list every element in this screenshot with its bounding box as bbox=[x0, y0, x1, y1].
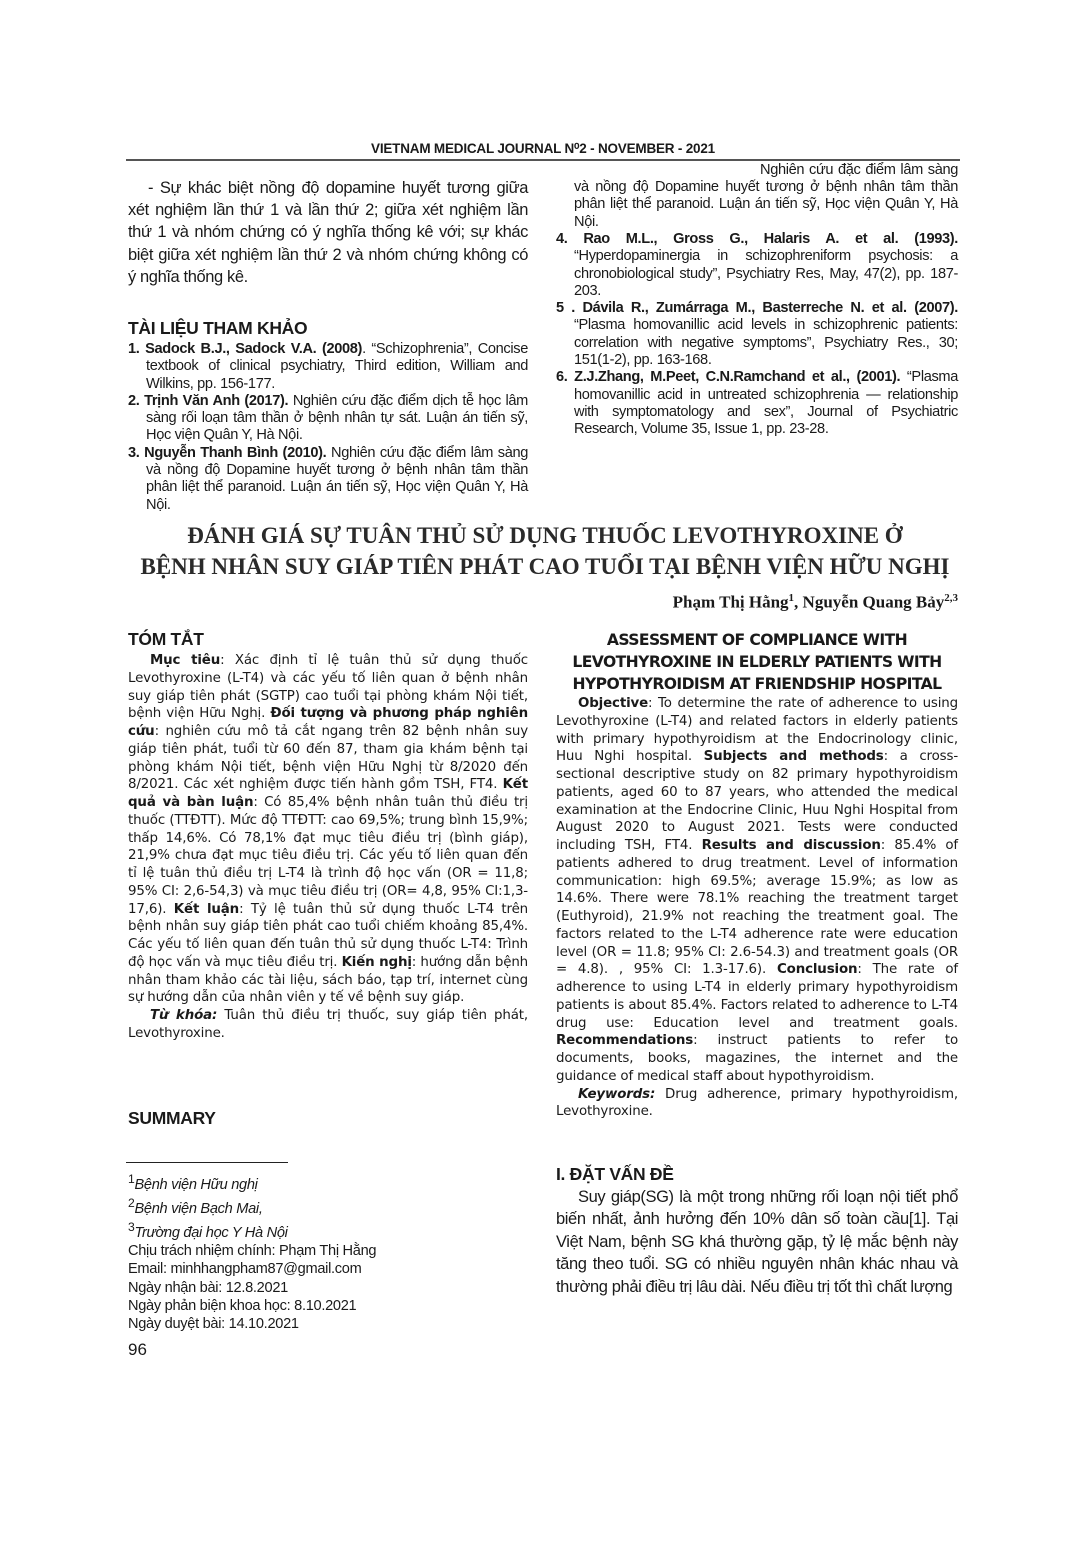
author-name: Phạm Thị Hằng bbox=[672, 592, 789, 612]
reference-text: Nghiên cứu đặc điểm dịch tễ học lâm sàng rối loạn tâm thần ở bệnh nhân tự sát. Luận án tiến sỹ, Học viện Quân Y, Hà Nội. bbox=[146, 392, 528, 444]
references-heading: TÀI LIỆU THAM KHẢO bbox=[128, 318, 308, 338]
reference-text: Nghiên cứu đặc điểm lâm sàng và nồng độ Dopamine huyết tương ở bệnh nhân tâm thần phân liệt thể paranoid. Luận án tiến sỹ, Học viện Quân Y, Hà Nội. bbox=[146, 444, 528, 513]
reference-item bbox=[128, 393, 528, 445]
section-body: Suy giáp(SG) là một trong những rối loạn nội tiết phổ biến nhất, ảnh hưởng đến 10% dân số toàn cầu[1]. Tại Việt Nam, bệnh SG khá thường gặp, tỷ lệ mắc bệnh này tăng theo tuổi. SG có nhiều nguyên nhân khác nhau và thường phải điều trị lâu dài. Nếu điều trị tốt thì chất lượng bbox=[556, 1188, 958, 1296]
reference-continuation bbox=[556, 161, 958, 231]
reference-authors: 5 . Dávila R., Zumárraga M., Basterreche N. et al. (2007). bbox=[556, 300, 958, 317]
page-number: 96 bbox=[128, 1340, 147, 1359]
reference-authors: 4. Rao M.L., Gross G., Halaris A. et al. (1993). bbox=[556, 231, 958, 247]
previous-article-conclusion: - Sự khác biệt nồng độ dopamine huyết tương giữa xét nghiệm lần thứ 1 và lần thứ 2; giữa xét nghiệm lần thứ 1 và nhóm chứng có ý nghĩa thống kê với; sự khác biệt giữa xét nghiệm lần thứ 2 và nhóm chứng không có ý nghĩa thống kê. bbox=[128, 179, 528, 286]
text: : Có 85,4% bệnh nhân tuân thủ điều trị thuốc (TTĐTT). Mức độ TTĐTT: cao 69,5%; trung bình 15,9%; thấp 14,6%. Có 78,1% đạt mục tiêu điều trị (bình giáp), 21,9% chưa đạt mục tiêu điều trị. Các yếu tố liên quan đến tỉ lệ tuân thủ điều trị L-T4 là trình độ học vấn (OR = 11,8; 95% CI: 2,6-54,3) và mục tiêu điều trị (OR= 4,8, 95% CI:1,3-17,6). bbox=[128, 795, 528, 917]
references-left bbox=[128, 341, 528, 513]
reference-authors: 6. Z.J.Zhang, M.Peet, C.N.Ramchand et al., (2001). bbox=[556, 369, 901, 386]
text: : Tỷ lệ tuân thủ sử dụng thuốc L-T4 trên bệnh nhân suy giáp tiên phát cao tuổi chiếm khoảng 85,4%. Các yếu tố liên quan đến tuân thủ sử dụng thuốc L-T4: Trình độ học vấn và mục tiêu điều trị. bbox=[128, 901, 528, 970]
affiliation bbox=[128, 1218, 528, 1242]
received-date: Ngày nhận bài: 12.8.2021 bbox=[128, 1279, 288, 1296]
text: : a cross-sectional descriptive study on 82 primary hypothyroidism patients, aged 60 to 87 years, who attended the medical examination at the Endocrine Clinic, Huu Nghi Hospital from August 2020 to August 2021. Tests were conducted including TSH, FT4. bbox=[556, 749, 958, 853]
references-right bbox=[556, 161, 958, 439]
en-keywords bbox=[556, 1086, 958, 1122]
author-name: Nguyễn Quang Bảy bbox=[802, 592, 945, 612]
label: Recommendations bbox=[556, 1033, 694, 1049]
keywords-text: Tuân thủ điều trị thuốc, suy giáp tiên phát, Levothyroxine. bbox=[128, 1008, 528, 1041]
footnote-rule bbox=[126, 1162, 288, 1163]
footnotes bbox=[128, 1170, 528, 1333]
label: Mục tiêu bbox=[150, 653, 221, 668]
text: : Xác định tỉ lệ tuân thủ sử dụng thuốc Levothyroxine (L-T4) và các yếu tố liên quan ở bệnh nhân suy giáp tiên phát (SGTP) cao tuổi tại phòng khám Nội tiết, bệnh viện Hữu Nghị. bbox=[128, 653, 528, 722]
en-abstract bbox=[556, 695, 958, 1121]
review-date: Ngày phản biện khoa học: 8.10.2021 bbox=[128, 1297, 357, 1314]
reference-text: Nghiên cứu đặc điểm lâm sàng và nồng độ Dopamine huyết tương ở bệnh nhân tâm thần phân liệt thể paranoid. Luận án tiến sỹ, Học viện Quân Y, Hà Nội. bbox=[574, 161, 958, 230]
reference-item bbox=[556, 369, 958, 438]
vi-abstract bbox=[128, 652, 528, 1043]
reference-authors: 3. Nguyễn Thanh Bình (2010). bbox=[128, 444, 327, 461]
label: Results and discussion bbox=[701, 838, 881, 853]
reference-text: “Hyperdopaminergia in schizophreniform psychosis: a chronobiological study”, Psychiatry Res, May, 47(2), pp. 187-203. bbox=[574, 248, 958, 299]
article-title bbox=[100, 520, 990, 582]
label: Subjects and methods bbox=[703, 749, 884, 765]
corresponding-author: Chịu trách nhiệm chính: Phạm Thị Hằng bbox=[128, 1243, 377, 1260]
affiliation-mark: 2 bbox=[128, 1196, 135, 1211]
text: : 85.4% of patients adhered to drug treatment. Level of information communication: high 69.5%; average 15.9%; as low as 14.6%. There were 78.1% reaching the treatment target (Euthyroid), 21.9% not reaching the treatment goal. The factors related to the L-T4 adherence rate were education level (OR = 11.8; 95% CI: 2.6-54.3) and treatment goals (OR = 4.8). , 95% CI: 1.3-17.6). bbox=[556, 838, 958, 978]
accepted-date: Ngày duyệt bài: 14.10.2021 bbox=[128, 1316, 299, 1332]
keywords-label: Keywords: bbox=[578, 1086, 656, 1102]
affiliation-mark: 3 bbox=[128, 1220, 135, 1235]
reference-text: . “Schizophrenia”, Concise textbook of clinical psychiatry, Third edition, William and Wilkins, pp. 156-177. bbox=[146, 341, 528, 392]
label: Kết quả và bàn luận bbox=[128, 777, 528, 810]
keywords-label: Từ khóa: bbox=[150, 1008, 218, 1023]
summary-heading: SUMMARY bbox=[128, 1108, 216, 1128]
english-title: ASSESSMENT OF COMPLIANCE WITH LEVOTHYROXINE IN ELDERLY PATIENTS WITH HYPOTHYROIDISM AT FRIENDSHIP HOSPITAL bbox=[572, 631, 942, 693]
running-header: VIETNAM MEDICAL JOURNAL N⁰2 - NOVEMBER - 2021 bbox=[371, 141, 715, 156]
text: : nghiên cứu mô tả cắt ngang trên 82 bệnh nhân suy giáp tiên phát, tuổi từ 60 đến 87, tham gia khám bệnh tại phòng khám Nội tiết, bệnh viện Hữu Nghị từ 8/2020 đến 8/2021. Các xét nghiệm được tiến hành gồm TSH, FT4. bbox=[128, 724, 528, 793]
email: Email: minhhangpham87@gmail.com bbox=[128, 1261, 362, 1278]
keywords-text: Drug adherence, primary hypothyroidism, Levothyroxine. bbox=[556, 1086, 958, 1120]
text: : To determine the rate of adherence to using Levothyroxine (L-T4) and related factors in elderly patients with primary hypothyroidism at the Endocrinology clinic, Huu Nghi hospital. bbox=[556, 696, 958, 765]
affiliation-name: Trường đại học Y Hà Nội bbox=[134, 1224, 288, 1241]
affiliation-mark: 2,3 bbox=[944, 592, 958, 604]
affiliation bbox=[128, 1194, 528, 1218]
text: : instruct patients to refer to documents, books, magazines, the internet and the guidance of medical staff about hypothyroidism. bbox=[556, 1033, 958, 1084]
reference-text: “Plasma homovanillic acid levels in schizophrenic patients: correlation with negative symptoms”, Psychiatry Res., 30; 151(1-2), pp. 163-168. bbox=[574, 317, 958, 369]
reference-item bbox=[128, 341, 528, 393]
affiliation-name: Bệnh viện Bạch Mai, bbox=[134, 1200, 263, 1217]
header-rule bbox=[126, 159, 960, 161]
reference-item bbox=[556, 231, 958, 300]
affiliation-mark: 1 bbox=[788, 592, 795, 604]
vi-keywords bbox=[128, 1007, 528, 1043]
vi-abstract-heading: TÓM TẮT bbox=[128, 629, 204, 649]
reference-text: “Plasma homovanillic acid in untreated schizophrenia — relationship with symptomatology and sex”, Journal of Psychiatric Research, Volume 35, Issue 1, pp. 23-28. bbox=[574, 369, 958, 438]
reference-item bbox=[556, 300, 958, 369]
reference-authors: 1. Sadock B.J., Sadock V.A. (2008) bbox=[128, 341, 363, 357]
authors: Phạm Thị Hằng$^1$, Nguyễn Quang Bảy$^{2,3}$ bbox=[672, 592, 958, 612]
label: Objective bbox=[578, 696, 649, 711]
reference-item bbox=[556, 162, 958, 231]
affiliation-name: Bệnh viện Hữu nghị bbox=[134, 1176, 258, 1193]
label: Đối tượng và phương pháp nghiên cứu bbox=[128, 706, 528, 739]
title-line: BỆNH NHÂN SUY GIÁP TIÊN PHÁT CAO TUỔI TẠI BỆNH VIỆN HỮU NGHỊ bbox=[140, 554, 950, 579]
vi-abstract-body bbox=[128, 652, 528, 1007]
text: : hướng dẫn bệnh nhân tham khảo các tài liệu, sách báo, tạp trí, internet cùng sự hướng dẫn của nhân viên y tế về bệnh suy giáp. bbox=[128, 954, 528, 1006]
en-abstract-body bbox=[556, 695, 958, 1086]
reference-authors: 2. Trịnh Văn Anh (2017). bbox=[128, 392, 289, 409]
label: Conclusion bbox=[776, 962, 858, 978]
section-heading: I. ĐẶT VẤN ĐỀ bbox=[556, 1164, 674, 1184]
reference-item bbox=[128, 444, 528, 513]
affiliation-mark: 1 bbox=[128, 1172, 135, 1186]
affiliation bbox=[128, 1170, 528, 1194]
title-line: ĐÁNH GIÁ SỰ TUÂN THỦ SỬ DỤNG THUỐC LEVOTHYROXINE Ở bbox=[187, 523, 903, 548]
label: Kiến nghị bbox=[341, 954, 412, 970]
label: Kết luận bbox=[173, 901, 240, 917]
text: : The rate of adherence to using L-T4 in elderly primary hypothyroidism patients is about 85.4%. Factors related to adherence to L-T4 drug use: Education level and treatment goals. bbox=[556, 962, 958, 1031]
